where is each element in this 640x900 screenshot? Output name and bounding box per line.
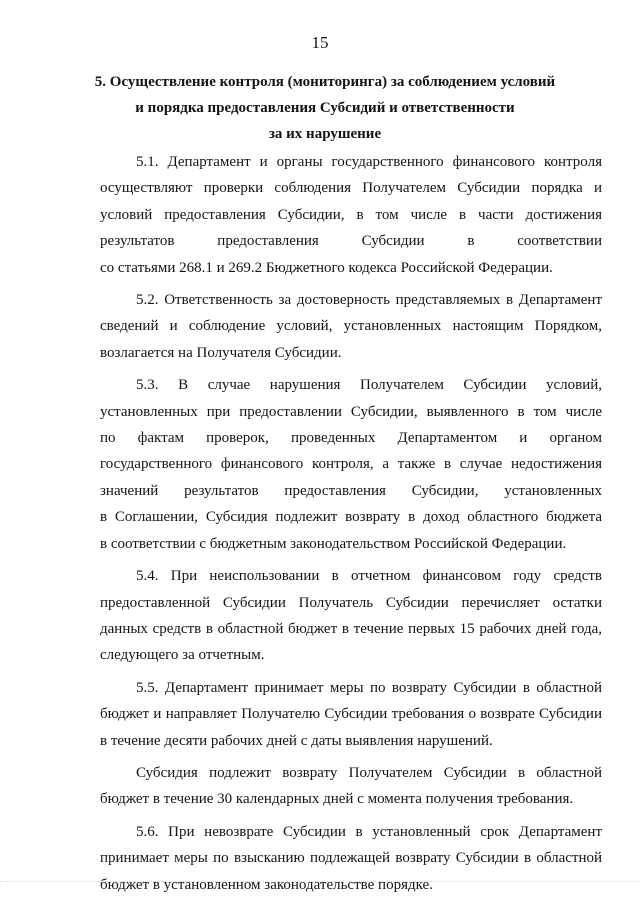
text-line: сведений и соблюдение условий, установленных настоящим Порядком,	[100, 318, 602, 335]
text-line: 5.1. Департамент и органы государственного финансового контроля	[136, 154, 602, 170]
section-heading	[90, 69, 560, 147]
text-line: 5.5. Департамент принимает меры по возврату Субсидии в областной	[136, 679, 602, 696]
text-line: в течение десяти рабочих дней с даты выявления нарушений.	[100, 732, 493, 749]
text-line: в соответствии с бюджетным законодательством Российской Федерации.	[100, 535, 567, 552]
paragraph-5-4	[100, 563, 602, 669]
text-line: 5.3. В случае нарушения Получателем Субсидии условий,	[136, 377, 602, 394]
text-line: 5.6. При невозврате Субсидии в установленный срок Департамент	[136, 823, 602, 840]
text-line: возлагается на Получателя Субсидии.	[100, 344, 342, 361]
page-number: 15	[311, 33, 329, 52]
text-line: по фактам проверок, проведенных Департаментом и органом	[100, 430, 602, 447]
paragraph-5-3	[100, 372, 602, 557]
text-line: бюджет в течение 30 календарных дней с момента получения требования.	[100, 791, 574, 808]
paragraph-5-2	[100, 287, 602, 366]
paragraph-5-5	[100, 675, 602, 754]
section-heading-line: за их нарушение	[268, 126, 382, 142]
section-heading-line: 5. Осуществление контроля (мониторинга) за соблюдением условий	[94, 74, 556, 90]
text-line: в Соглашении, Субсидия подлежит возврату в доход областного бюджета	[100, 509, 602, 526]
text-line: установленных при предоставлении Субсидии, выявленного в том числе	[100, 403, 602, 420]
text-line: результатов предоставления Субсидии в соответствии	[100, 233, 602, 250]
text-line: принимает меры по взысканию подлежащей возврату Субсидии в областной	[100, 850, 602, 867]
text-line: бюджет в установленном законодательстве порядке.	[100, 876, 433, 893]
text-line: 5.2. Ответственность за достоверность представляемых в Департамент	[136, 292, 602, 309]
text-line: 5.4. При неиспользовании в отчетном финансовом году средств	[136, 568, 602, 585]
text-line: государственного финансового контроля, а также в случае недостижения	[100, 456, 602, 473]
scan-edge	[0, 881, 640, 900]
section-heading-line: и порядка предоставления Субсидий и ответственности	[135, 100, 515, 116]
document-body	[100, 149, 602, 898]
text-line: бюджет и направляет Получателю Субсидии требования о возврате Субсидии	[100, 706, 602, 723]
text-line: следующего за отчетным.	[100, 647, 265, 664]
text-line: значений результатов предоставления Субсидии, установленных	[100, 482, 602, 499]
text-line: данных средств в областной бюджет в течение первых 15 рабочих дней года,	[100, 620, 602, 637]
text-line: предоставленной Субсидии Получатель Субсидии перечисляет остатки	[100, 594, 602, 611]
paragraph-5-5-cont	[100, 760, 602, 813]
paragraph-5-1	[100, 149, 602, 281]
text-line: осуществляют проверки соблюдения Получателем Субсидии порядка и	[100, 180, 602, 197]
text-line: Субсидия подлежит возврату Получателем Субсидии в областной	[136, 764, 602, 781]
text-line: со статьями 268.1 и 269.2 Бюджетного кодекса Российской Федерации.	[100, 259, 553, 276]
text-line: условий предоставления Субсидии, в том числе в части достижения	[100, 206, 602, 223]
